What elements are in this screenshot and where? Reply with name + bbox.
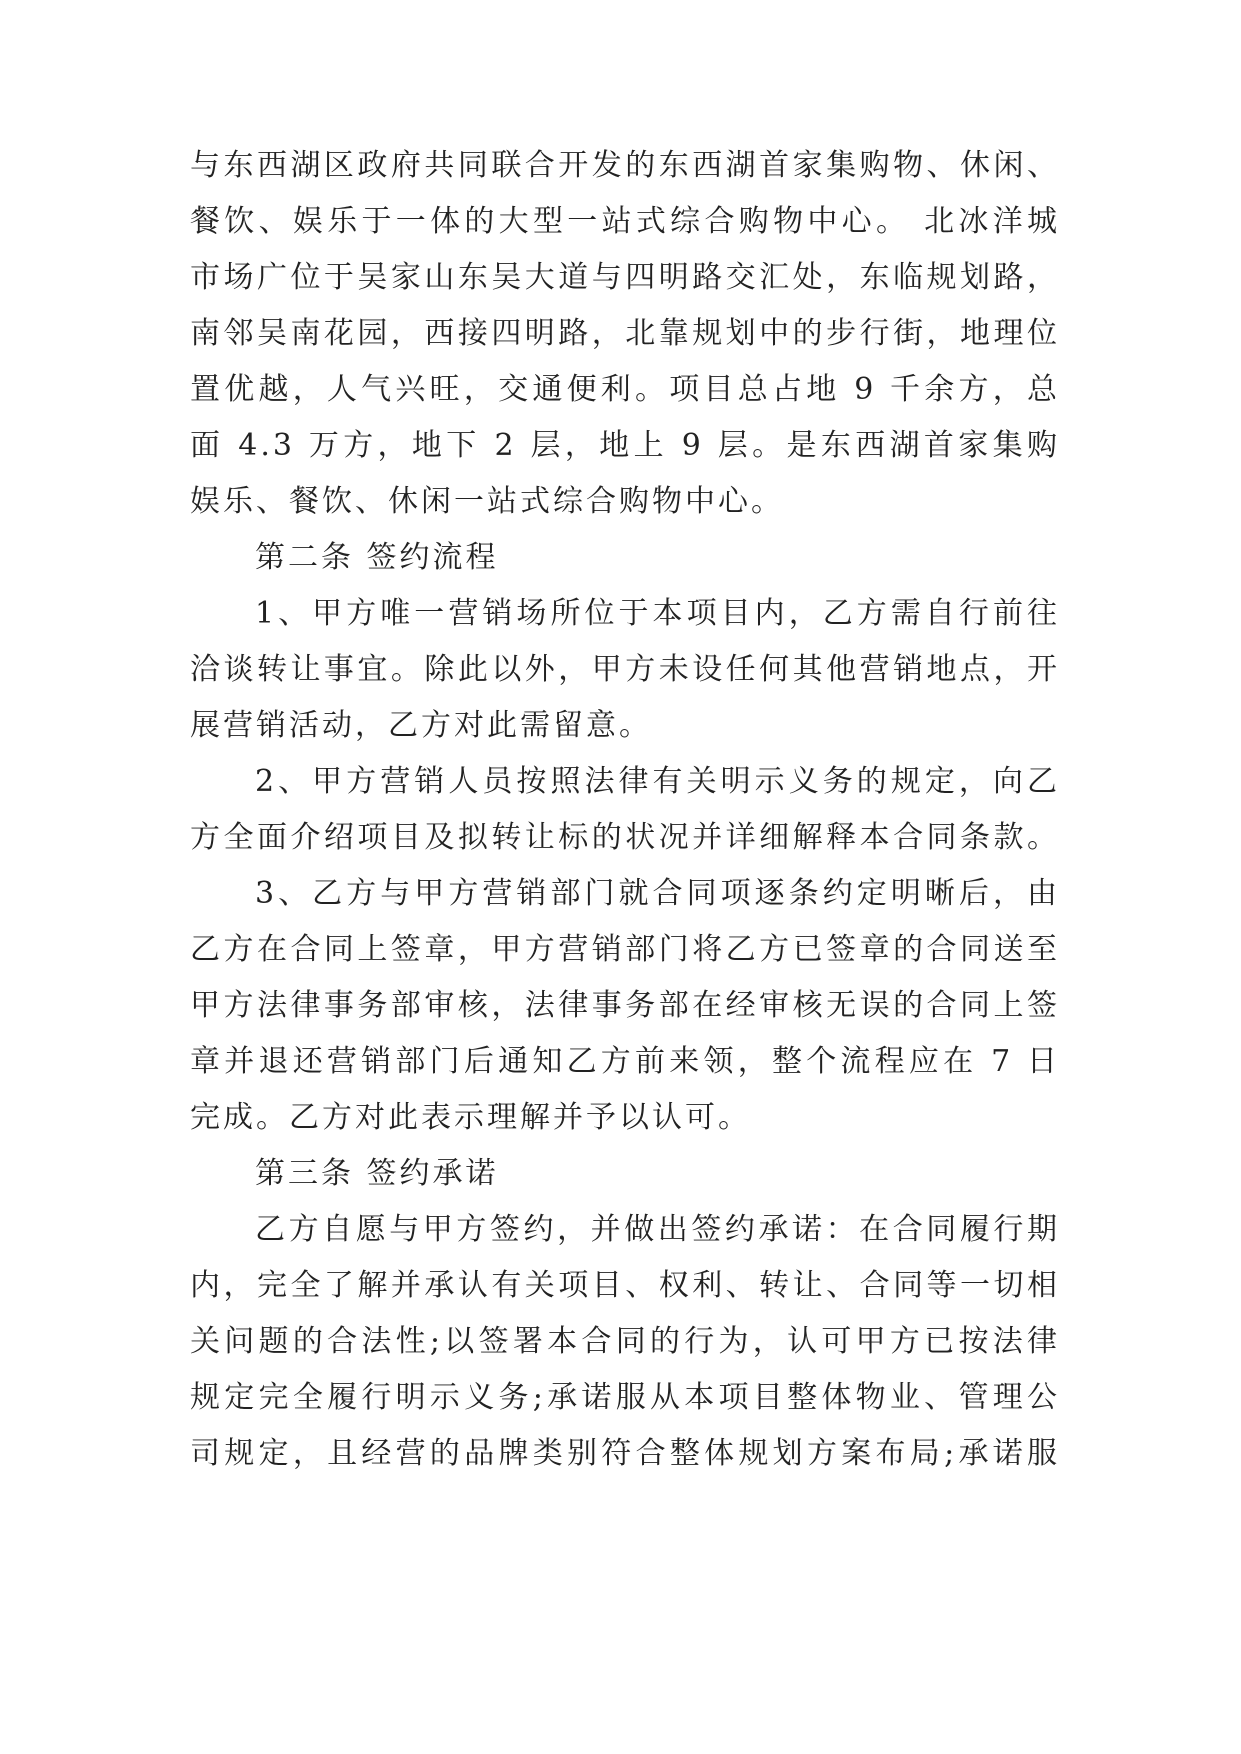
text-line: 乙方在合同上签章，甲方营销部门将乙方已签章的合同送至	[190, 932, 1060, 967]
section-heading: 第三条 签约承诺	[255, 1156, 499, 1191]
text-line: 关问题的合法性;以签署本合同的行为，认可甲方已按法律	[190, 1324, 1060, 1359]
text-line: 洽谈转让事宜。除此以外，甲方未设任何其他营销地点，开	[190, 652, 1060, 687]
text-line: 娱乐、餐饮、休闲一站式综合购物中心。	[190, 484, 784, 519]
text-line: 章并退还营销部门后通知乙方前来领，整个流程应在 7 日	[190, 1044, 1060, 1079]
text-line: 南邻吴南花园，西接四明路，北靠规划中的步行街，地理位	[190, 316, 1060, 351]
text-line: 3、乙方与甲方营销部门就合同项逐条约定明晰后，由	[255, 876, 1060, 911]
text-line: 甲方法律事务部审核，法律事务部在经审核无误的合同上签	[190, 988, 1060, 1023]
text-line: 乙方自愿与甲方签约，并做出签约承诺：在合同履行期	[255, 1212, 1060, 1247]
text-line: 1、甲方唯一营销场所位于本项目内，乙方需自行前往	[255, 596, 1060, 631]
text-line: 2、甲方营销人员按照法律有关明示义务的规定，向乙	[255, 764, 1060, 799]
text-line: 展营销活动，乙方对此需留意。	[190, 708, 652, 743]
text-line: 司规定，且经营的品牌类别符合整体规划方案布局;承诺服	[190, 1436, 1060, 1471]
text-line: 方全面介绍项目及拟转让标的状况并详细解释本合同条款。	[190, 820, 1060, 855]
text-line: 与东西湖区政府共同联合开发的东西湖首家集购物、休闲、	[190, 148, 1060, 183]
text-line: 置优越，人气兴旺，交通便利。项目总占地 9 千余方，总	[190, 372, 1060, 407]
text-line: 完成。乙方对此表示理解并予以认可。	[190, 1100, 751, 1135]
text-line: 餐饮、娱乐于一体的大型一站式综合购物中心。 北冰洋城	[190, 204, 1060, 239]
text-line: 面 4.3 万方，地下 2 层，地上 9 层。是东西湖首家集购	[190, 428, 1060, 463]
section-heading: 第二条 签约流程	[255, 540, 499, 575]
text-line: 市场广位于吴家山东吴大道与四明路交汇处，东临规划路，	[190, 260, 1060, 295]
text-line: 内，完全了解并承认有关项目、权利、转让、合同等一切相	[190, 1268, 1060, 1303]
text-line: 规定完全履行明示义务;承诺服从本项目整体物业、管理公	[190, 1380, 1060, 1415]
